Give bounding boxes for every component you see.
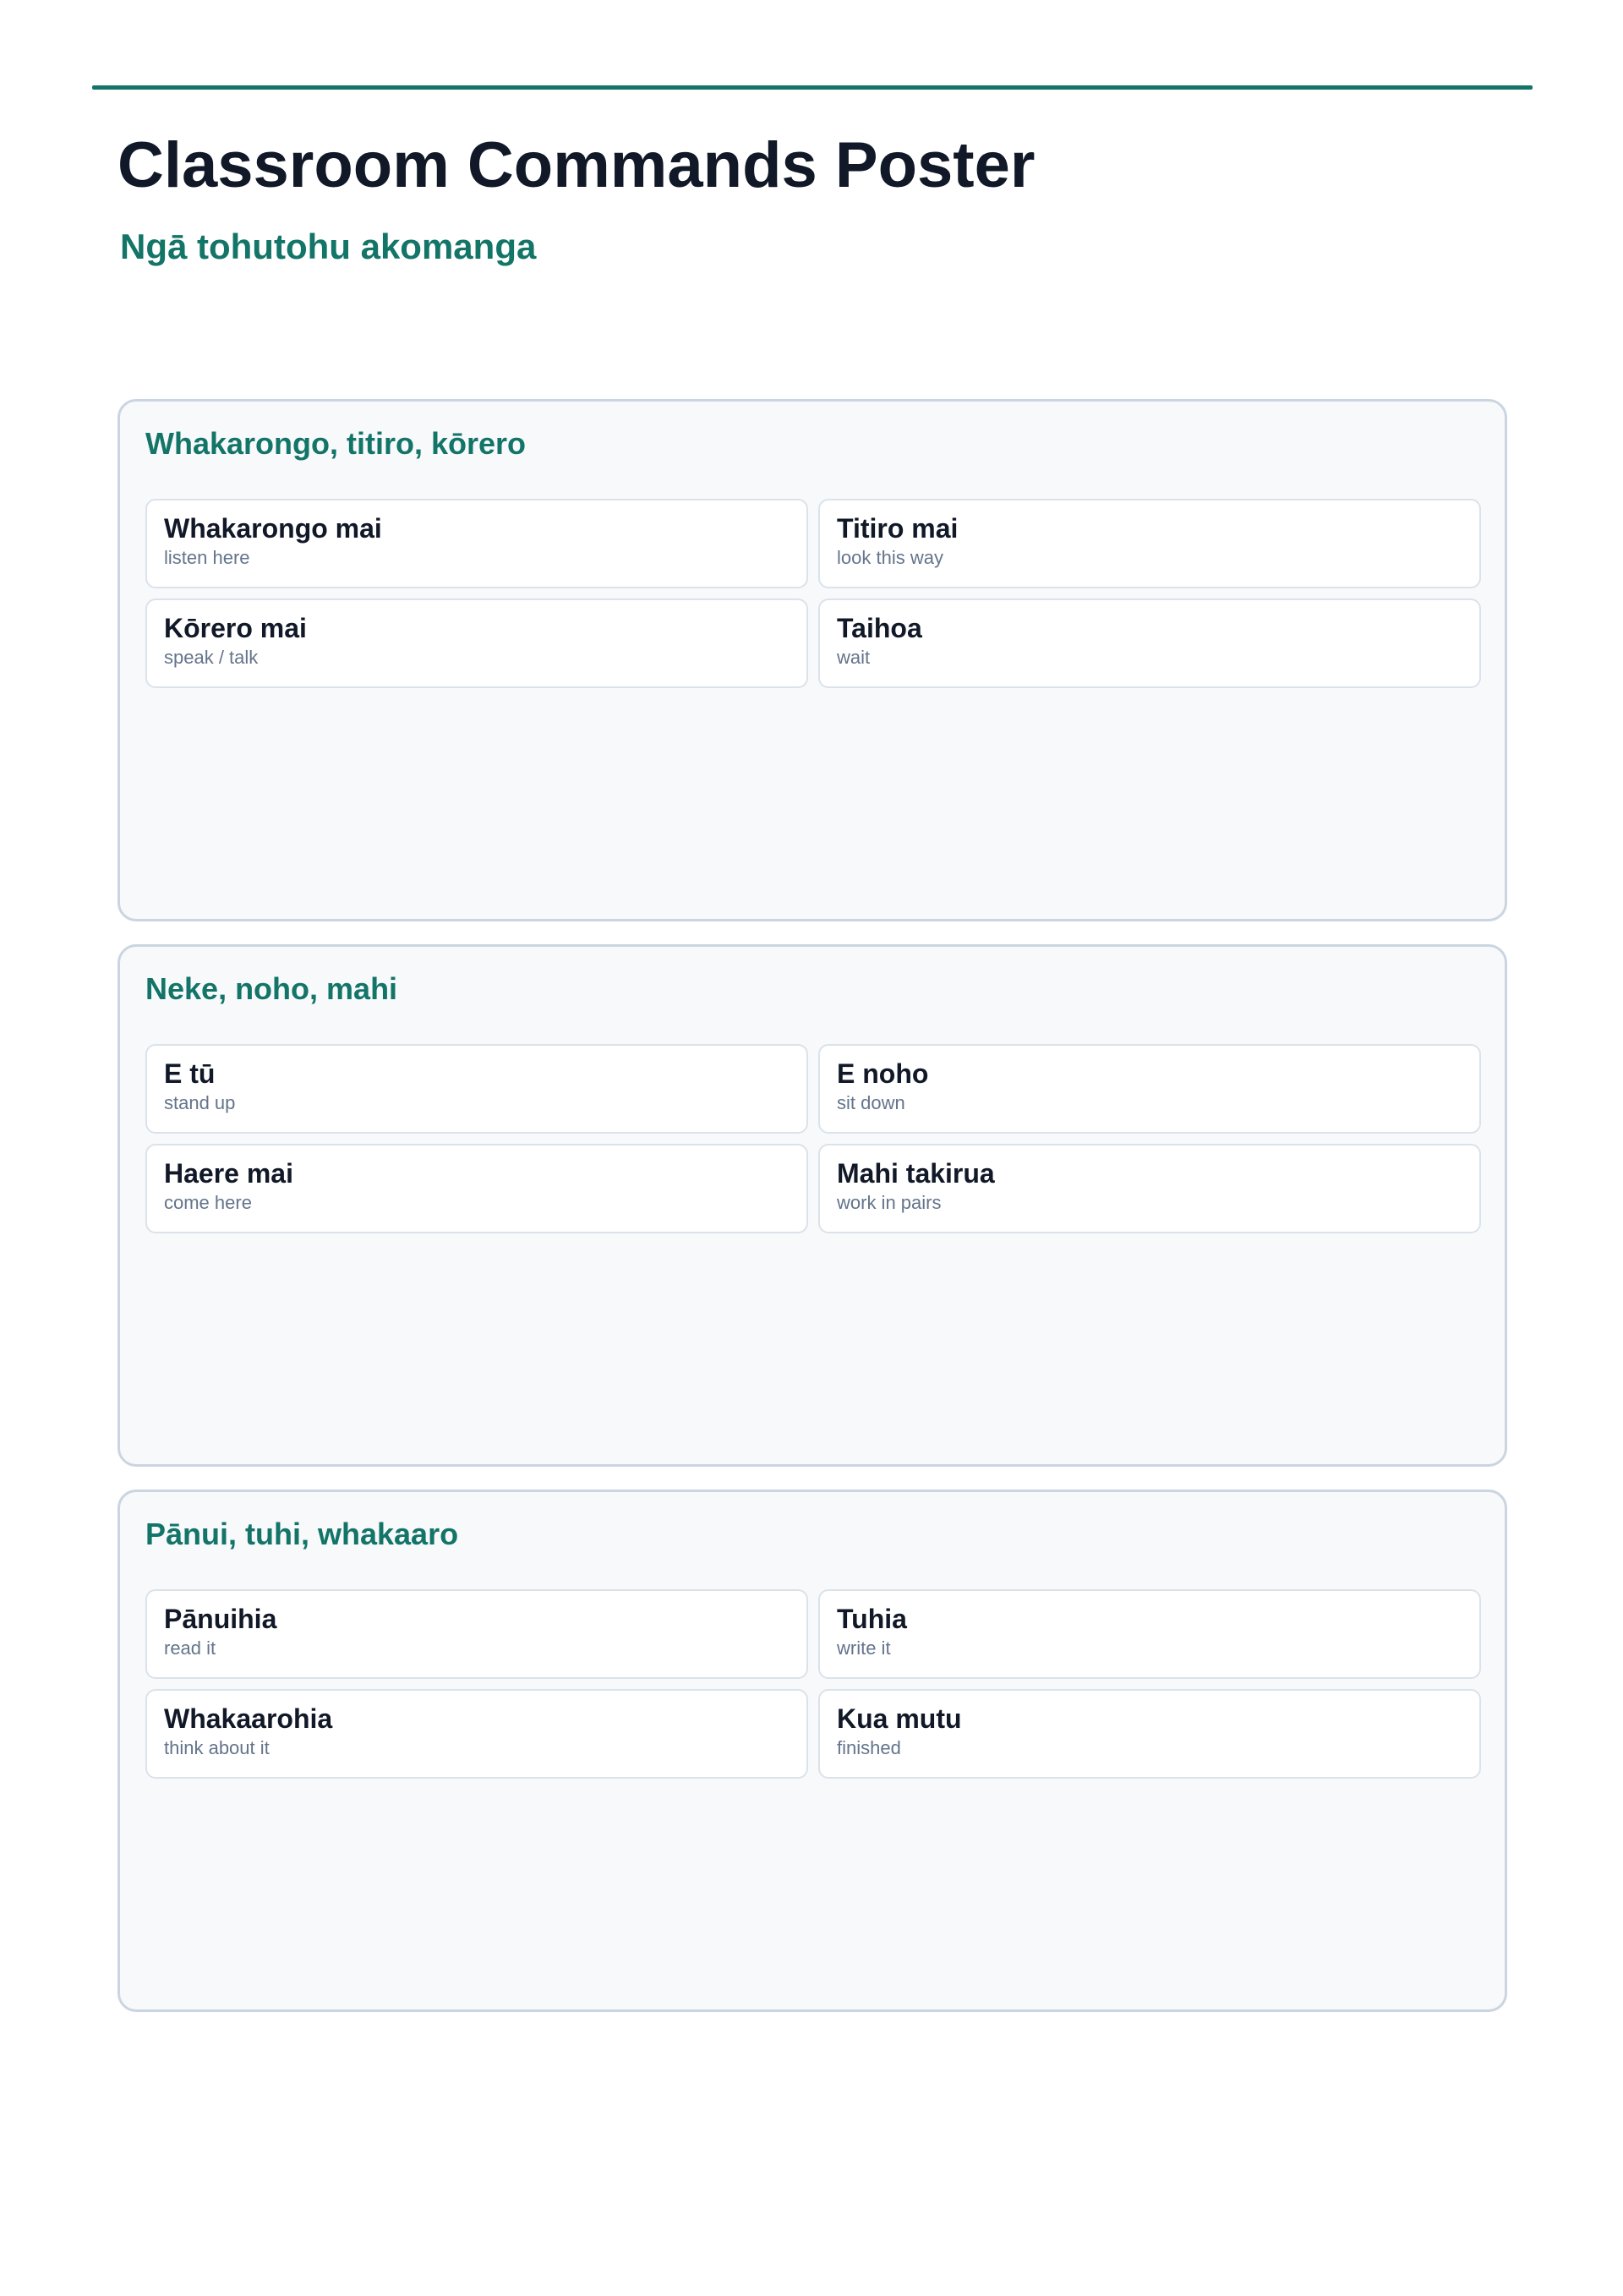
command-meaning: speak / talk [164, 647, 259, 668]
command-term: E noho [837, 1058, 929, 1089]
command-term: Whakarongo mai [164, 513, 382, 544]
section-read-write-think [117, 1490, 1507, 2012]
command-term: Titiro mai [837, 513, 959, 544]
command-card [818, 599, 1481, 688]
command-meaning: come here [164, 1192, 252, 1213]
command-term: Pānuihia [164, 1604, 277, 1634]
command-sections [117, 399, 1507, 2035]
command-meaning: work in pairs [837, 1192, 942, 1213]
command-term: Tuhia [837, 1604, 907, 1634]
command-card [818, 1589, 1481, 1679]
command-meaning: listen here [164, 547, 250, 568]
command-term: Kua mutu [837, 1703, 962, 1734]
section-title: Whakarongo, titiro, kōrero [145, 426, 527, 461]
command-card [145, 499, 808, 588]
command-meaning: read it [164, 1637, 216, 1659]
command-term: Kōrero mai [164, 613, 307, 643]
command-card-grid [145, 499, 1481, 688]
page-title: Classroom Commands Poster [117, 129, 1036, 201]
command-term: Mahi takirua [837, 1158, 995, 1189]
section-title: Neke, noho, mahi [145, 971, 398, 1006]
command-meaning: finished [837, 1737, 901, 1758]
command-term: Taihoa [837, 613, 922, 643]
command-card [818, 1689, 1481, 1779]
command-meaning: sit down [837, 1092, 905, 1113]
command-card [145, 1689, 808, 1779]
section-listen-look-speak [117, 399, 1507, 921]
command-meaning: wait [837, 647, 871, 668]
command-meaning: write it [837, 1637, 891, 1659]
command-card [818, 1044, 1481, 1134]
command-card-grid [145, 1589, 1481, 1779]
page-subtitle: Ngā tohutohu akomanga [120, 227, 537, 266]
section-move-sit-work [117, 944, 1507, 1467]
command-card [818, 1144, 1481, 1233]
command-card [145, 1144, 808, 1233]
command-meaning: think about it [164, 1737, 270, 1758]
command-card [145, 1044, 808, 1134]
command-term: Haere mai [164, 1158, 293, 1189]
command-card-grid [145, 1044, 1481, 1233]
command-meaning: stand up [164, 1092, 236, 1113]
command-card [145, 599, 808, 688]
top-accent-rule [92, 85, 1533, 90]
command-meaning: look this way [837, 547, 943, 568]
command-card [145, 1589, 808, 1679]
command-card [818, 499, 1481, 588]
command-term: E tū [164, 1058, 216, 1089]
command-term: Whakaarohia [164, 1703, 333, 1734]
section-title: Pānui, tuhi, whakaaro [145, 1517, 459, 1551]
